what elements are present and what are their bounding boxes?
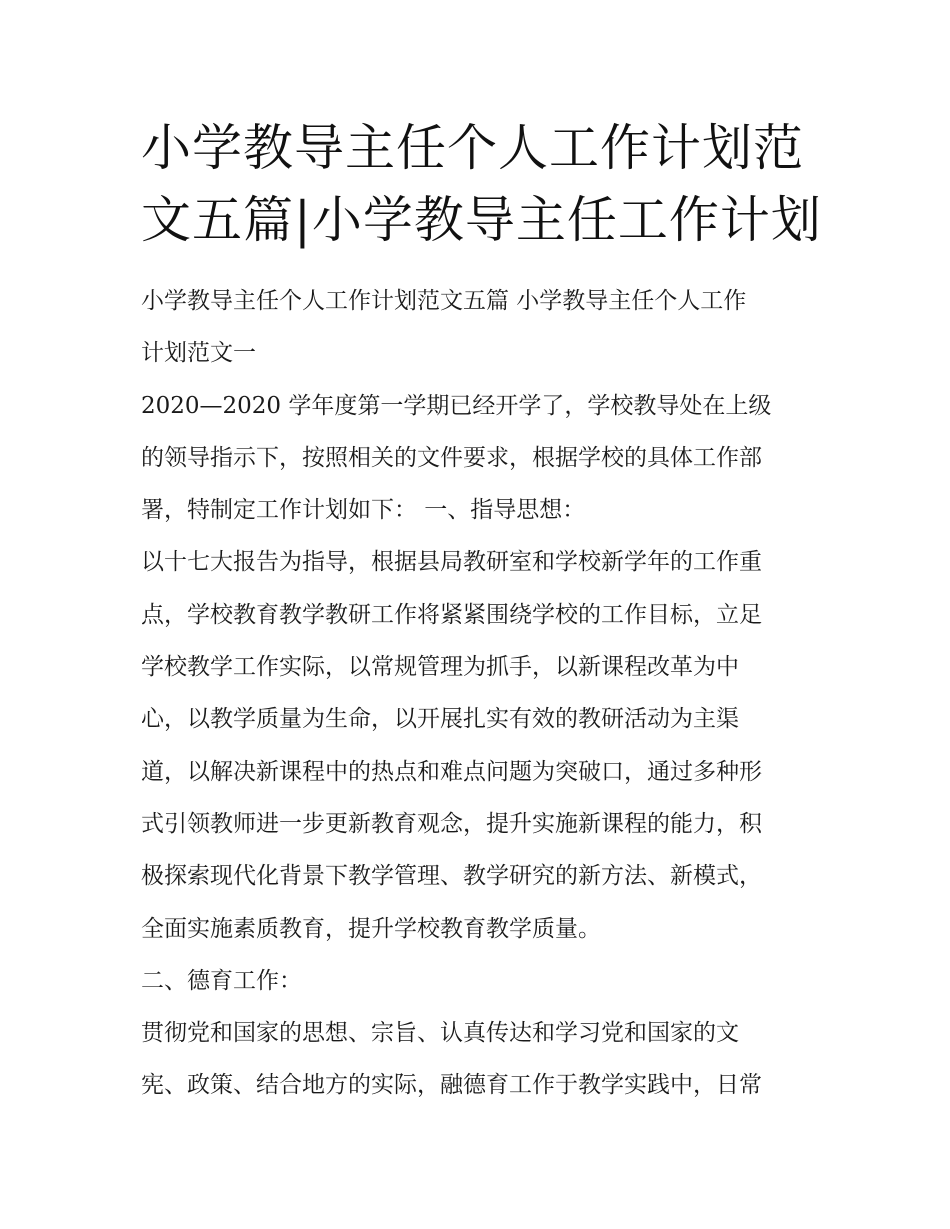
body-line: 式引领教师进一步更新教育观念，提升实施新课程的能力，积 <box>141 810 762 837</box>
body-line: 计划范文一 <box>141 340 256 367</box>
title-line: 小学教导主任个人工作计划范 <box>141 119 804 177</box>
body-line: 道，以解决新课程中的热点和难点问题为突破口，通过多种形 <box>141 758 762 785</box>
body-line: 心，以教学质量为生命，以开展扎实有效的教研活动为主渠 <box>141 706 739 733</box>
body-line: 的领导指示下，按照相关的文件要求，根据学校的具体工作部 <box>141 444 762 471</box>
body-line: 贯彻党和国家的思想、宗旨、认真传达和学习党和国家的文 <box>141 1020 739 1047</box>
body-line: 学校教学工作实际，以常规管理为抓手，以新课程改革为中 <box>141 654 739 681</box>
body-line: 小学教导主任个人工作计划范文五篇 小学教导主任个人工作 <box>141 288 747 314</box>
body-line: 极探索现代化背景下教学管理、教学研究的新方法、新模式， <box>141 863 762 890</box>
body-line: 2020—2020 学年度第一学期已经开学了，学校教导处在上级 <box>141 392 772 419</box>
body-line: 点，学校教育教学教研工作将紧紧围绕学校的工作目标，立足 <box>141 601 762 628</box>
body-line: 以十七大报告为指导，根据县局教研室和学校新学年的工作重 <box>141 549 762 576</box>
body-line: 全面实施素质教育，提升学校教育教学质量。 <box>141 915 601 942</box>
document-title <box>141 112 821 256</box>
title-line: 文五篇|小学教导主任工作计划 <box>141 191 822 249</box>
body-line: 宪、政策、结合地方的实际，融德育工作于教学实践中，日常 <box>141 1072 762 1099</box>
body-line: 署，特制定工作计划如下： 一、指导思想： <box>141 497 586 524</box>
body-line: 二、德育工作： <box>141 967 302 994</box>
document-body <box>141 275 821 1112</box>
